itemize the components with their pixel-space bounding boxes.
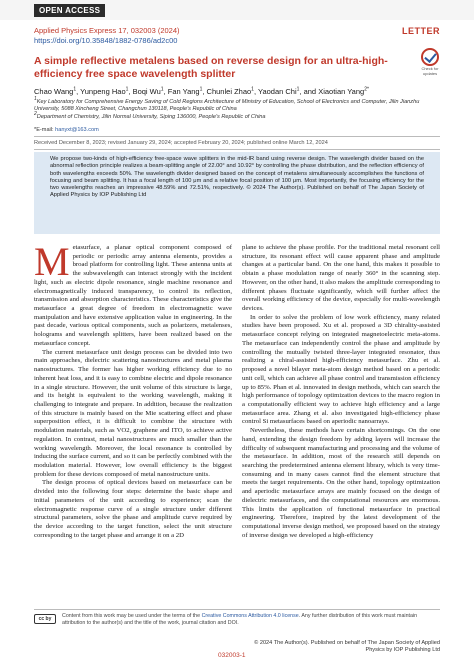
paragraph: In order to solve the problem of low work efficiency, many related studies have been proposed. Xu et al. proposed a 3D chirality-assisted metasurface concept relying on integrated magnetoelectric meta-atoms. The metasurface can independently control the phase and amplitude by controlling the mutually twisted three-layer integrated resonator, thus realizing a chiral-assisted high-efficiency metasurface. Zhu et al. proposed a novel bilayer meta-atom design method based on a periodic unit cell, which can achieve all phase control and transmission efficiency up to 85%. Phan et al. innovated in design methods, which can search the high performance of topology optimization devices to the macro region in a computationally efficient way to achieve high efficiency and a large metasurface area. Zhang et al. also investigated high-efficiency phase control Si metasurfaces based on aperiodic nanoarrays.	[242, 313, 440, 426]
open-access-banner	[0, 0, 474, 20]
paragraph: plane to achieve the phase profile. For the traditional metal resonant cell structure, its resonant effect will cause apparent phase and amplitude changes at a particular band. On the one hand, this makes it possible to obtain a phase modulation range of nearly 360° in the scanning step. However, on the other hand, it also makes the amplitude corresponding to different phases fluctuate significantly, which will further affect the overall working efficiency of the device, especially for multi-wavelength devices.	[242, 244, 440, 313]
affiliations	[34, 96, 440, 122]
article-type-label: LETTER	[402, 26, 440, 36]
paragraph: The design process of optical devices based on metasurface can be divided into the following four steps: determine the basic shape and initial parameters of the unit according to experience; scan the electromagnetic response curve of a single structure under different structural parameters, solve the phase and amplitude curve required by the device according to the target function, select the unit structure corresponding to the target phase and arrange it on a 2D	[34, 479, 232, 539]
email-link[interactable]: hanyxt@163.com	[55, 127, 99, 133]
author[interactable]: Fan Yang$^1$	[167, 86, 203, 96]
body-right-column	[242, 244, 440, 604]
paragraph: Metasurface, a planar optical component composed of periodic or periodic array antenna elements, provides a broad platform for controlling light. These antenna units at the subwavelength can interact strongly with the incident light, such as electric dipole resonance, single machine resonance and electromagnetically induced transparency, to control its reflection, transmission and absorption characteristics. These characteristics give the metasurface a great degree of freedom in electromagnetic wave manipulation and have extensive application value in engineering. In the past decade, various optical components, such as polarizers, metalenses, holograms and wavelength splitters, have been realized based on the metasurface concept.	[34, 244, 232, 347]
footer-divider	[34, 609, 440, 610]
check-updates-label: Check for updates	[421, 66, 439, 76]
abstract-text: We propose two-kinds of high-efficiency free-space wave splitters in the mid-IR band using reverse design. The wavelength divider based on the abnormal reflection principle realizes a beam-splitting angle of 22.00° and 10.92° by controlling the phase distribution, and the reflection efficiency of both wavelengths exceeds 50%. The wavelength divider designed based on the concept of metalens simultaneously accomplishes the functions of focusing and beam splitting. It has a focal length of 100 μm and a relative focal position of 100 μm. Most importantly, the focusing efficiency for the two wavelengths reaches an impressive 48.59% and 72.51%, respectively. © 2024 The Author(s). Published on behalf of The Japan Society of Applied Physics by IOP Publishing Ltd	[50, 156, 424, 199]
journal-citation[interactable]: Applied Physics Express 17, 032003 (2024)	[34, 26, 180, 35]
license-link[interactable]: Creative Commons Attribution 4.0 license	[201, 613, 299, 619]
open-access-badge: OPEN ACCESS	[34, 4, 105, 17]
drop-cap: M	[34, 244, 70, 284]
corresponding-email: *E-mail: hanyxt@163.com	[34, 127, 99, 133]
author-list: Chao Wang$^1$, Yunpeng Hao$^1$, Boqi Wu$^1$, Fan Yang$^1$, Chunlei Zhao$^1$, Yaodan Chi$^1$, and Xiaotian Yang$^{2*}$	[34, 86, 369, 96]
divider	[34, 136, 440, 137]
license-notice: cc by Content from this work may be used under the terms of the Creative Commons Attribution 4.0 license. Any further distribution of this work must maintain attribution to the author(s) and the title of the work, journal citation and DOI.	[34, 613, 440, 627]
check-updates-icon	[421, 48, 439, 66]
paragraph: Nevertheless, these methods have certain shortcomings. On the one hand, extending the design freedom by adding layers will increase the difficulty of subsequent manufacturing and processing and the volume of the metasurface. In addition, most of the research still depends on searching the predetermined antenna element library, which is very time-consuming and in many cases cannot find the element structure that meets the target requirements. On the other hand, topology optimization and aperiodic metasurface arrays are mainly focused on the design of dielectric metasurfaces, and the computational resources are enormous. This limits the application of functional metasurface in practical engineering. Therefore, inspired by the latest development of the computational inverse design method, we proposed based on the strategy of inverse design we developed a high-efficiency	[242, 427, 440, 539]
check-for-updates-badge[interactable]	[417, 48, 443, 78]
paragraph: The current metasurface unit design process can be divided into two main approaches, dielectric scattering nanostructures and metal plasma nanostructures. The former has higher working efficiency due to no inherent heat loss, and it is easy to combine electric and dipole resonance in a single structure. However, the unit volume of this structure is large, and its height is equivalent to the working wavelength, making it challenging to integrate and prepare. In addition, because the realization of this structure is mainly based on the Mie scattering effect and phase superposition effect, it is difficult to combine the structure with modulation materials, such as VO2, graphene and ITO, to achieve active regulation. In contrast, metal nanostructures are much smaller than the working wavelength. Moreover, the local resonance is controlled by inducing the surface current, and so it can be perfectly combined with the modulation material. However, low overall efficiency is the biggest problem for these devices composed of metal nanostructure units.	[34, 348, 232, 478]
divider	[34, 149, 440, 150]
publication-dates: Received December 8, 2023; revised January 29, 2024; accepted February 20, 2024; published online March 12, 2024	[34, 140, 328, 146]
copyright-notice: © 2024 The Author(s). Published on behalf of The Japan Society of Applied Physics by IOP Publishing Ltd	[254, 640, 440, 653]
cc-by-icon[interactable]: cc by	[34, 614, 56, 624]
page-number: 032003-1	[218, 652, 246, 659]
affiliation: $^2$Department of Chemistry, Jilin Normal University, Siping 136000, People's Republic of China	[34, 111, 266, 121]
author[interactable]: Chao Wang$^1$	[34, 86, 77, 96]
author[interactable]: Boqi Wu$^1$	[132, 86, 164, 96]
author[interactable]: Yaodan Chi$^1$	[258, 86, 300, 96]
doi-link[interactable]: https://doi.org/10.35848/1882-0786/ad2c00	[34, 36, 178, 45]
affiliation: $^1$Key Laboratory for Comprehensive Energy Saving of Cold Regions Architecture of Ministry of Education, School of Electronics and Computer, Jilin Jianzhu University, 5088 Xincheng Street, Changchun 130118, People's Republic of China	[34, 96, 420, 113]
author[interactable]: Yunpeng Hao$^1$	[80, 86, 129, 96]
body-left-column	[34, 244, 232, 604]
abstract-box	[34, 152, 440, 234]
author[interactable]: Xiaotian Yang$^{2*}$	[318, 86, 369, 96]
article-title: A simple reflective metalens based on reverse design for an ultra-high-efficiency free space wavelength splitter	[34, 55, 388, 80]
author[interactable]: Chunlei Zhao$^1$	[206, 86, 254, 96]
